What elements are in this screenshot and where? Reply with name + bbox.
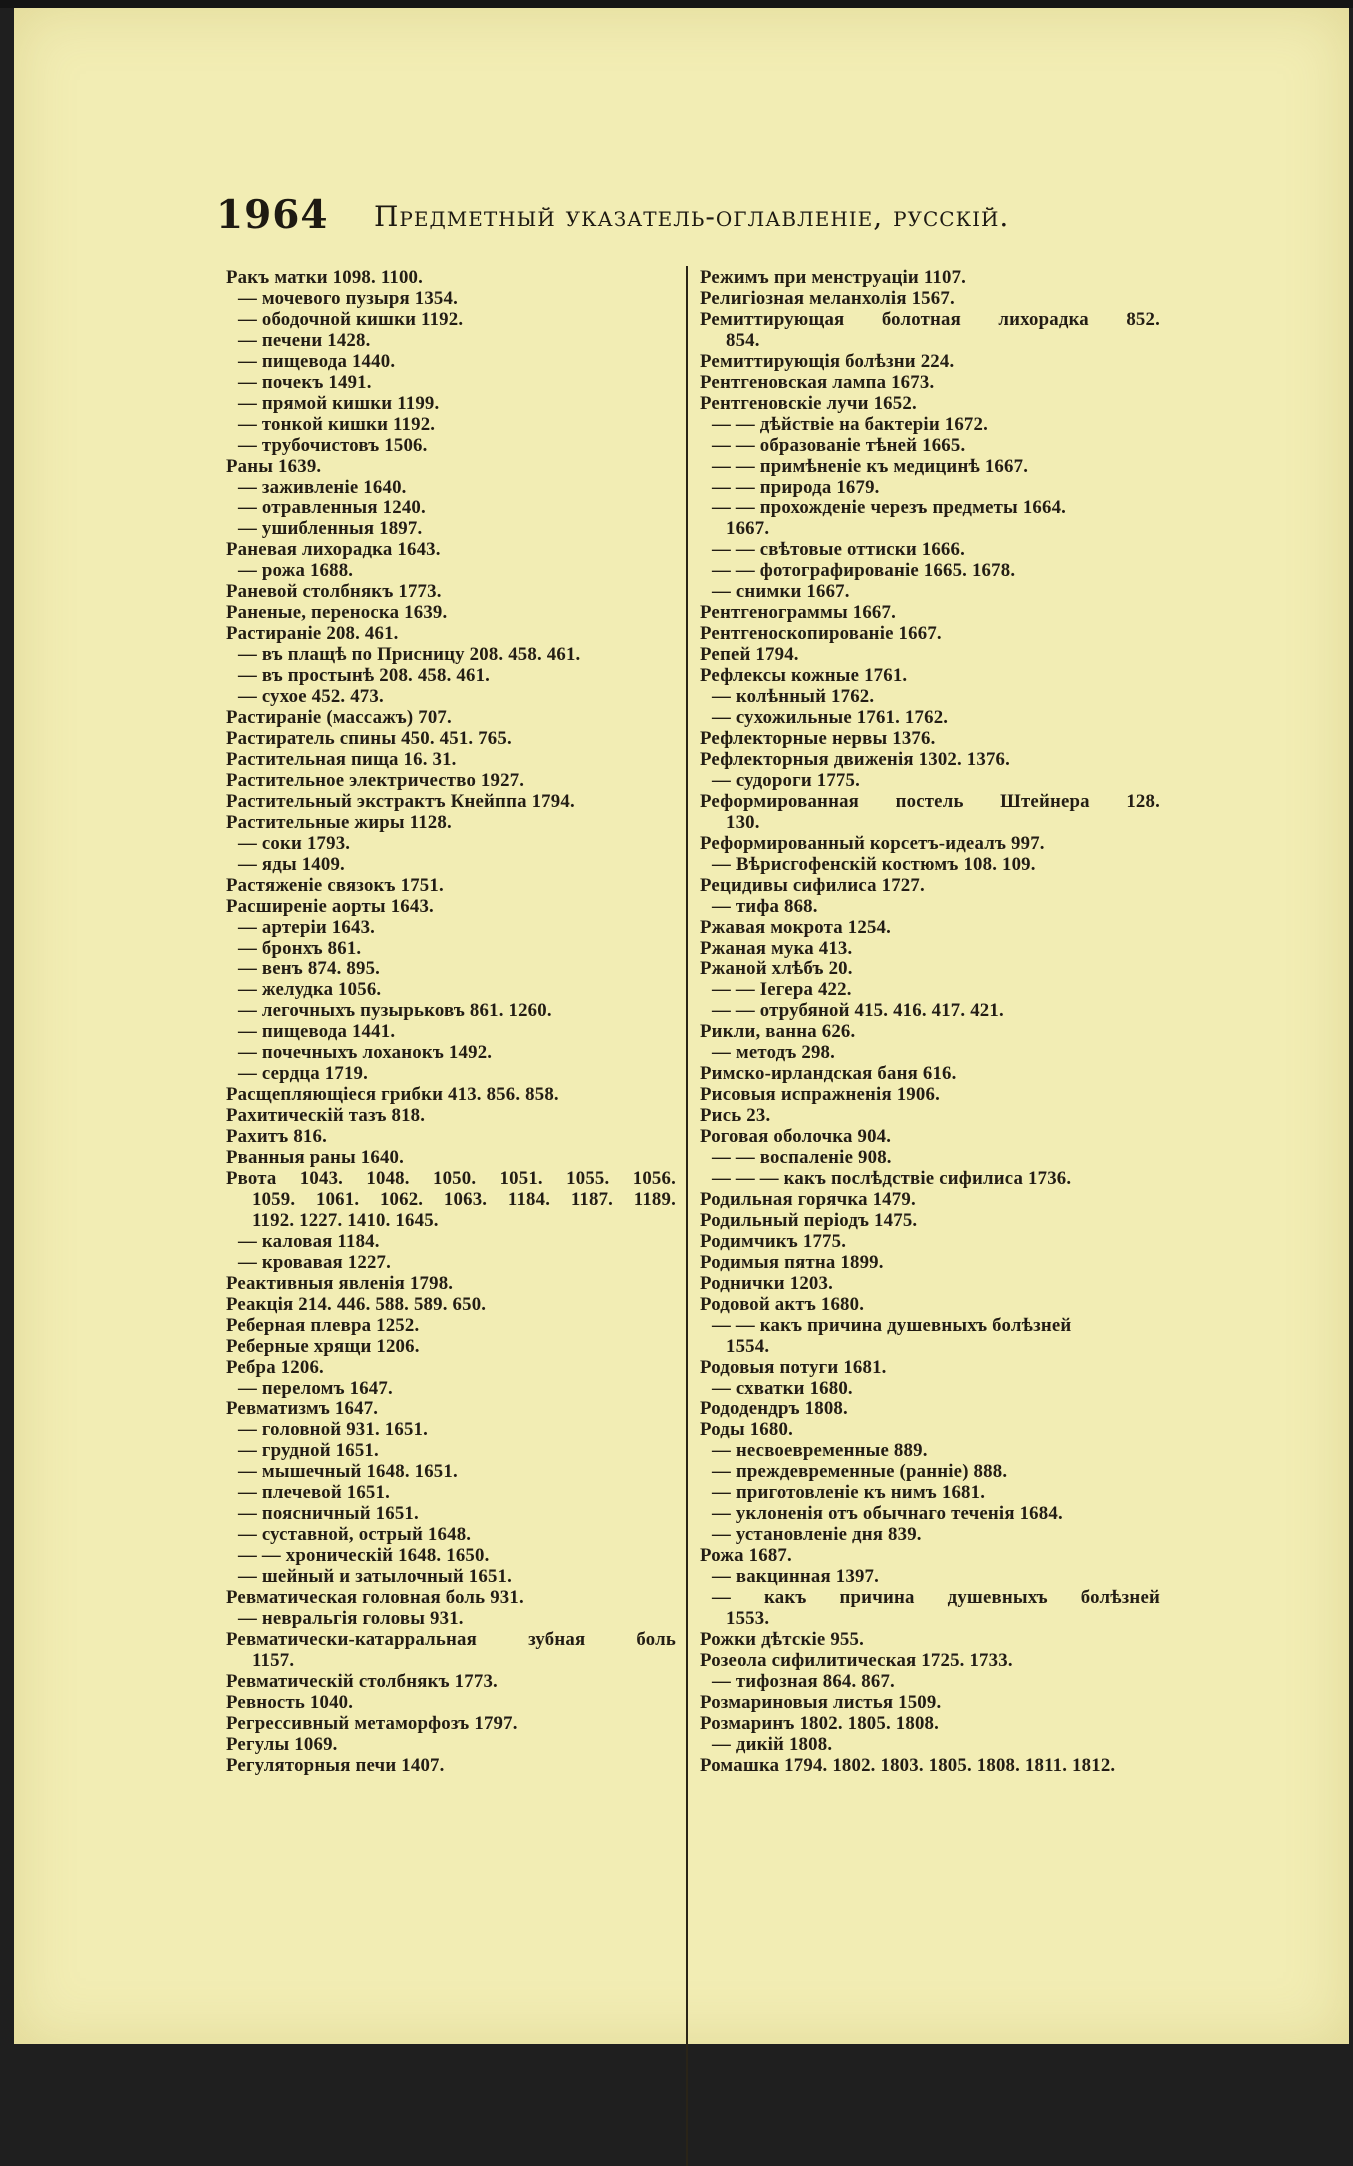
index-entry: Ревматически-катарральная зубная боль: [226, 1628, 676, 1650]
index-entry: — почекъ 1491.: [238, 371, 372, 393]
index-entry: — вакцинная 1397.: [712, 1566, 880, 1588]
index-entry: Ржаная мука 413.: [700, 937, 853, 959]
index-entry: — несвоевременные 889.: [712, 1440, 928, 1462]
index-entry: Ревность 1040.: [226, 1691, 354, 1713]
index-entry: 1157.: [252, 1649, 295, 1671]
index-entry: — судороги 1775.: [712, 769, 861, 791]
index-entry: 130.: [726, 811, 760, 833]
index-entry: Ракъ матки 1098. 1100.: [226, 267, 424, 288]
index-entry: — отравленныя 1240.: [238, 497, 426, 519]
index-entry: Ревматизмъ 1647.: [226, 1398, 379, 1420]
index-entry: — пищевода 1440.: [238, 350, 396, 372]
index-entry: Рентгеновская лампа 1673.: [700, 371, 935, 393]
index-entry: Родильный періодъ 1475.: [700, 1209, 918, 1231]
index-entry: Ребра 1206.: [226, 1356, 324, 1378]
scan-border: [0, 0, 1353, 8]
index-entry: Роговая оболочка 904.: [700, 1126, 892, 1148]
index-entry: Рожки дѣтскіе 955.: [700, 1628, 864, 1650]
index-column-right: [700, 268, 1160, 1777]
index-entry: Ревматическая головная боль 931.: [226, 1587, 524, 1609]
index-entry: Растительный экстрактъ Кнейппа 1794.: [226, 790, 575, 812]
index-entry: Родовой актъ 1680.: [700, 1293, 865, 1315]
index-entry: — тифа 868.: [712, 895, 818, 917]
index-entry: Розеола сифилитическая 1725. 1733.: [700, 1649, 1013, 1671]
index-entry: — дикій 1808.: [712, 1733, 833, 1755]
index-entry: — ушибленныя 1897.: [238, 518, 423, 540]
index-entry: — желудка 1056.: [238, 979, 382, 1001]
index-entry: Рододендръ 1808.: [700, 1398, 848, 1420]
index-entry: — почечныхъ лоханокъ 1492.: [238, 1042, 493, 1064]
index-entry: Репей 1794.: [700, 644, 799, 666]
index-entry: — невральгія головы 931.: [238, 1608, 464, 1629]
index-entry: Раненые, переноска 1639.: [226, 602, 448, 624]
index-entry: Родовыя потуги 1681.: [700, 1356, 887, 1378]
index-entry: — — природа 1679.: [712, 476, 880, 498]
index-entry: — мышечный 1648. 1651.: [238, 1461, 458, 1483]
index-entry: — кровавая 1227.: [238, 1251, 392, 1273]
index-entry: Рецидивы сифилиса 1727.: [700, 874, 925, 896]
index-entry: — каловая 1184.: [238, 1230, 380, 1252]
index-entry: Раневая лихорадка 1643.: [226, 539, 441, 561]
index-entry: Реберная плевра 1252.: [226, 1314, 420, 1336]
index-entry: Рентгеновскіе лучи 1652.: [700, 392, 917, 414]
page-title: Предметный указатель-оглавленіе, русскій.: [374, 200, 1010, 233]
index-entry: — снимки 1667.: [712, 581, 850, 603]
index-entry: Регрессивный метаморфозъ 1797.: [226, 1712, 518, 1734]
index-entry: Рванныя раны 1640.: [226, 1147, 405, 1169]
index-entry: Растиратель спины 450. 451. 765.: [226, 727, 512, 749]
index-entry: Рахитъ 816.: [226, 1126, 328, 1148]
index-entry: — установленіе дня 839.: [712, 1524, 922, 1546]
index-entry: Рефлекторныя движенія 1302. 1376.: [700, 748, 1011, 770]
index-entry: — — какъ причина душевныхъ болѣзней: [712, 1314, 1072, 1336]
index-entry: 1059. 1061. 1062. 1063. 1184. 1187. 1189.: [252, 1188, 676, 1210]
index-entry: 1192. 1227. 1410. 1645.: [252, 1209, 439, 1231]
index-entry: Родимыя пятна 1899.: [700, 1251, 884, 1273]
index-entry: — переломъ 1647.: [238, 1377, 393, 1399]
index-entry: — сухожильные 1761. 1762.: [712, 707, 949, 729]
index-entry: Ромашка 1794. 1802. 1803. 1805. 1808. 1811. 1812.: [700, 1754, 1116, 1776]
index-entry: — соки 1793.: [238, 832, 351, 854]
index-entry: — тонкой кишки 1192.: [238, 413, 436, 435]
index-entry: 854.: [726, 329, 760, 351]
index-entry: — — примѣненіе къ медицинѣ 1667.: [712, 455, 1029, 477]
index-entry: Ревматическій столбнякъ 1773.: [226, 1670, 498, 1692]
index-entry: — бронхъ 861.: [238, 937, 362, 959]
index-entry: — въ плащѣ по Присницу 208. 458. 461.: [238, 644, 581, 666]
index-entry: — рожа 1688.: [238, 560, 354, 582]
index-entry: — — Іегера 422.: [712, 979, 852, 1001]
index-entry: Реформированный корсетъ-идеалъ 997.: [700, 832, 1045, 854]
index-entry: — — хроническій 1648. 1650.: [238, 1545, 490, 1567]
index-entry: Религіозная меланхолія 1567.: [700, 287, 955, 309]
index-entry: Расщепляющіеся грибки 413. 856. 858.: [226, 1084, 559, 1106]
index-entry: Родильная горячка 1479.: [700, 1188, 916, 1210]
index-entry: Ремиттирующія болѣзни 224.: [700, 350, 955, 372]
index-entry: Рикли, ванна 626.: [700, 1021, 856, 1043]
index-entry: — преждевременные (ранніе) 888.: [712, 1461, 1008, 1483]
index-entry: — методъ 298.: [712, 1042, 836, 1064]
index-entry: Рожа 1687.: [700, 1545, 792, 1567]
index-entry: Рахитическій тазъ 818.: [226, 1105, 426, 1127]
index-entry: — шейный и затылочный 1651.: [238, 1566, 513, 1588]
index-entry: — уклоненія отъ обычнаго теченія 1684.: [712, 1503, 1063, 1525]
index-entry: Роды 1680.: [700, 1419, 793, 1441]
index-entry: — — дѣйствіе на бактеріи 1672.: [712, 413, 989, 435]
index-entry: Реактивныя явленія 1798.: [226, 1272, 454, 1294]
index-entry: Рентгенограммы 1667.: [700, 602, 897, 624]
page-number: 1964: [216, 192, 329, 238]
index-entry: Ржавая мокрота 1254.: [700, 916, 892, 938]
index-entry: — ободочной кишки 1192.: [238, 308, 464, 330]
index-entry: — заживленіе 1640.: [238, 476, 407, 498]
index-entry: — яды 1409.: [238, 853, 345, 875]
index-entry: — колѣнный 1762.: [712, 686, 875, 708]
index-entry: Растительное электричество 1927.: [226, 769, 525, 791]
index-entry: Раны 1639.: [226, 455, 322, 477]
index-entry: — — отрубяной 415. 416. 417. 421.: [712, 1000, 1004, 1022]
index-entry: Реакція 214. 446. 588. 589. 650.: [226, 1293, 487, 1315]
index-entry: Расширеніе аорты 1643.: [226, 895, 434, 917]
index-entry: — печени 1428.: [238, 329, 371, 351]
index-entry: Рефлексы кожные 1761.: [700, 665, 908, 687]
index-entry: Раневой столбнякъ 1773.: [226, 581, 442, 603]
index-entry: — прямой кишки 1199.: [238, 392, 440, 414]
index-entry: — пищевода 1441.: [238, 1021, 396, 1043]
index-entry: Роднички 1203.: [700, 1272, 833, 1294]
index-entry: — суставной, острый 1648.: [238, 1524, 472, 1546]
page-header: [216, 188, 1116, 248]
index-entry: — — свѣтовые оттиски 1666.: [712, 539, 965, 561]
index-entry: Ремиттирующая болотная лихорадка 852.: [700, 308, 1160, 330]
index-entry: Растираніе 208. 461.: [226, 623, 399, 645]
index-entry: — какъ причина душевныхъ болѣзней: [712, 1587, 1160, 1609]
index-entry: 1667.: [726, 518, 770, 540]
index-entry: Рисовыя испражненія 1906.: [700, 1084, 940, 1106]
index-entry: Рефлекторные нервы 1376.: [700, 727, 936, 749]
index-entry: Розмариновыя листья 1509.: [700, 1691, 942, 1713]
index-entry: — сухое 452. 473.: [238, 686, 384, 708]
index-entry: Растираніе (массажъ) 707.: [226, 707, 452, 729]
index-entry: — сердца 1719.: [238, 1063, 369, 1085]
index-entry: — — — какъ послѣдствіе сифилиса 1736.: [712, 1167, 1072, 1189]
index-entry: Растительная пища 16. 31.: [226, 748, 457, 770]
index-entry: — въ простынѣ 208. 458. 461.: [238, 665, 491, 687]
index-entry: Растяженіе связокъ 1751.: [226, 874, 444, 896]
index-entry: Розмаринъ 1802. 1805. 1808.: [700, 1712, 940, 1734]
index-entry: — тифозная 864. 867.: [712, 1670, 895, 1692]
index-entry: — приготовленіе къ нимъ 1681.: [712, 1482, 986, 1504]
index-entry: Регуляторныя печи 1407.: [226, 1754, 445, 1776]
column-divider: [686, 266, 688, 2166]
index-entry: — мочевого пузыря 1354.: [238, 287, 458, 309]
index-entry: — головной 931. 1651.: [238, 1419, 429, 1441]
index-entry: — — фотографированіе 1665. 1678.: [712, 560, 1016, 582]
index-entry: — трубочистовъ 1506.: [238, 434, 428, 456]
index-entry: — Вѣрисгофенскій костюмъ 108. 109.: [712, 853, 1036, 875]
index-entry: Рись 23.: [700, 1105, 771, 1127]
index-column-left: [226, 268, 676, 1777]
index-entry: — — воспаленіе 908.: [712, 1147, 892, 1169]
index-entry: — легочныхъ пузырьковъ 861. 1260.: [238, 1000, 552, 1022]
index-entry: Реберные хрящи 1206.: [226, 1335, 420, 1357]
index-entry: Растительные жиры 1128.: [226, 811, 452, 833]
index-entry: — грудной 1651.: [238, 1440, 379, 1462]
index-entry: — — прохожденіе черезъ предметы 1664.: [712, 497, 1067, 519]
index-entry: — схватки 1680.: [712, 1377, 853, 1399]
index-entry: Реформированная постель Штейнера 128.: [700, 790, 1160, 812]
index-entry: Ржаной хлѣбъ 20.: [700, 958, 853, 980]
index-entry: 1553.: [726, 1608, 770, 1629]
index-entry: Рентгеноскопированіе 1667.: [700, 623, 942, 645]
index-entry: — артеріи 1643.: [238, 916, 376, 938]
index-entry: 1554.: [726, 1335, 770, 1357]
index-entry: Рвота 1043. 1048. 1050. 1051. 1055. 1056.: [226, 1167, 676, 1189]
index-entry: — поясничный 1651.: [238, 1503, 419, 1525]
index-entry: Родимчикъ 1775.: [700, 1230, 847, 1252]
index-entry: — плечевой 1651.: [238, 1482, 391, 1504]
index-entry: Режимъ при менструаціи 1107.: [700, 267, 967, 288]
index-entry: — венъ 874. 895.: [238, 958, 381, 980]
index-entry: Римско-ирландская баня 616.: [700, 1063, 957, 1085]
index-entry: — — образованіе тѣней 1665.: [712, 434, 966, 456]
index-entry: Регулы 1069.: [226, 1733, 338, 1755]
